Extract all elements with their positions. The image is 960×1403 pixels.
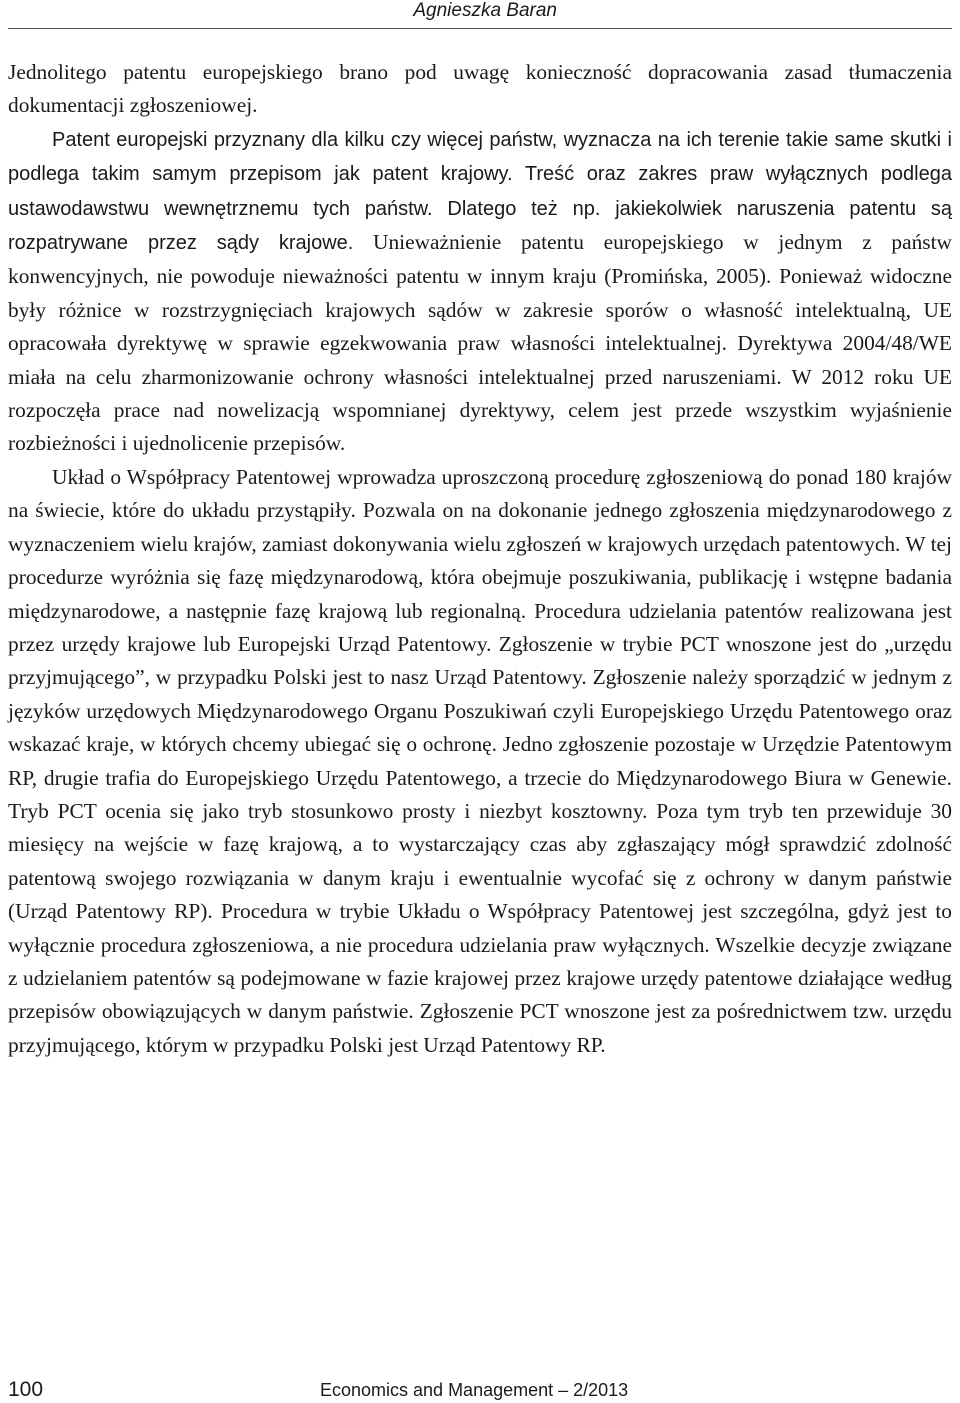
header-rule [8,28,952,29]
paragraph-3: Układ o Współpracy Patentowej wprowadza uproszczoną procedurę zgłoszeniową do ponad 180 krajów na świecie, które do układu przystąpiły. Pozwala on na dokonanie jednego zgłoszenia międzynarodowego z wyznaczeniem wielu krajów, zamiast dokonywania wielu zgłoszeń w krajowych urzędach patentowych. W tej procedurze wyróżnia się fazę międzynarodową, która obejmuje poszukiwania, publikację i wstępne badania międzynarodowe, a następnie fazę krajową lub regionalną. Procedura udzielania patentów realizowana jest przez urzędy krajowe lub Europejski Urząd Patentowy. Zgłoszenie w trybie PCT wnoszone jest do „urzędu przyjmującego”, w przypadku Polski jest to nasz Urząd Patentowy. Zgłoszenie należy sporządzić w jednym z języków urzędowych Międzynarodowego Organu Poszukiwań czyli Europejskiego Urzędu Patentowego oraz wskazać kraje, w których chcemy ubiegać się o ochronę. Jedno zgłoszenie pozostaje w Urzędzie Patentowym RP, drugie trafia do Europejskiego Urzędu Patentowego, a trzecie do Międzynarodowego Biura w Genewie. Tryb PCT ocenia się jako tryb stosunkowo prosty i niezbyt kosztowny. Poza tym tryb ten przewiduje 30 miesięcy na wejście w fazę krajową, a to wystarczający czas aby zgłaszający mógł sprawdzić zdolność patentową swojego rozwiązania w danym kraju i ewentualnie wycofać się z ochrony w danym państwie (Urząd Patentowy RP). Procedura w trybie Układu o Współpracy Patentowej jest szczególna, gdyż jest to wyłącznie procedura zgłoszeniowa, a nie procedura udzielania praw wyłącznych. Wszelkie decyzje związane z udzielaniem patentów są podejmowane w fazie krajowej przez krajowe urzędy patentowe działające według przepisów obowiązujących w danym państwie. Zgłoszenie PCT wnoszone jest za pośrednictwem tzw. urzędu przyjmującego, którym w przypadku Polski jest Urząd Patentowy RP. [8,464,952,1057]
journal-citation: Economics and Management – 2/2013 [320,1380,629,1400]
paragraph-2-serif-part: Unieważnienie patentu europejskiego w jednym z państw konwencyjnych, nie powoduje nieważności patentu w innym kraju (Promińska, 2005). Ponieważ widoczne były różnice w rozstrzygnięciach krajowych sądów w zakresie sporów o własność intelektualną, UE opracowała dyrektywę w sprawie egzekwowania praw własności intelektualnej. Dyrektywa 2004/48/WE miała na celu zharmonizowanie ochrony własności intelektualnej przed naruszeniami. W 2012 roku UE rozpoczęła prace nad nowelizacją wspomnianej dyrektywy, celem jest przede wszystkim wyjaśnienie rozbieżności i ujednolicenie przepisów. [8,230,952,456]
running-head-author: Agnieszka Baran [413,0,557,21]
page-number: 100 [8,1378,44,1401]
paragraph-1: Jednolitego patentu europejskiego brano pod uwagę konieczność dopracowania zasad tłumaczenia dokumentacji zgłoszeniowej. [8,60,952,118]
paragraph-2-sans-part: Patent europejski przyznany dla kilku czy więcej państw, wyznacza na ich terenie takie same skutki i podlega takim samym przepisom jak patent krajowy. Treść oraz zakres praw wyłącznych podlega ustawodawstwu wewnętrznemu tych państw. Dlatego też np. jakiekolwiek naruszenia patentu są rozpatrywane przez sądy krajowe. [8,128,952,255]
paragraph-2 [8,123,952,461]
page-footer [8,1377,952,1403]
body-text [8,56,952,1062]
